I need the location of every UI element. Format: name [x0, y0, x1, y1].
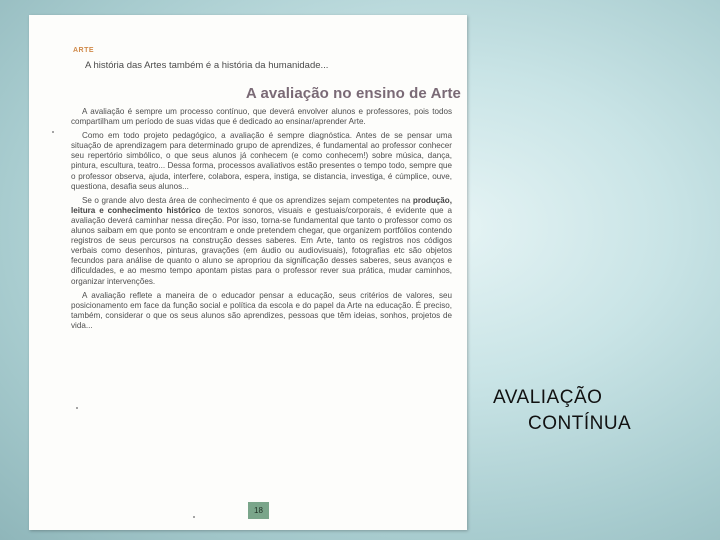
scan-speck — [76, 407, 78, 409]
paragraph-text: A avaliação é sempre um processo contínuo, que deverá envolver alunos e professores, pois todos compartilham um período de suas vidas que é dedicado ao ensinar/aprender Arte. — [71, 107, 452, 127]
body-paragraph — [71, 131, 452, 192]
body-text — [71, 107, 452, 335]
paragraph-text: de textos sonoros, visuais e gestuais/corporais, é evidente que a avaliação deverá caminhar nessa direção. Por isso, torna-se fundamental que tanto o professor como os alunos saibam em que ponto se encontram e onde pretendem chegar, que organizem portfólios contendo registros de seus percursos na construção desses saberes. Em Arte, tanto os registros nos códigos verbais como desenhos, pinturas, gravações (em áudio ou audiovisuais), fotografias etc são objetos fecundos para análise de quanto o aluno se apropriou da significação desses saberes, seus avanços e dificuldades, e ao mesmo tempo apontam pistas para o professor rever sua prática, mudar caminhos, organizar intervenções. — [71, 205, 452, 286]
caption-line-2: CONTÍNUA — [528, 413, 632, 434]
scan-speck — [52, 131, 54, 133]
section-title: A avaliação no ensino de Arte — [245, 85, 461, 102]
page-subtitle: A história das Artes também é a história da humanidade... — [85, 60, 329, 71]
body-paragraph — [71, 196, 452, 287]
page-header-label: ARTE — [73, 47, 95, 54]
slide-caption — [493, 385, 631, 437]
body-paragraph — [71, 107, 452, 127]
page-number: 18 — [248, 502, 269, 519]
paragraph-text: Se o grande alvo desta área de conhecimento é que os aprendizes sejam competentes na — [82, 195, 413, 205]
paragraph-emphasis: produção, leitura e conhecimento histórico — [71, 195, 452, 215]
caption-line-1: AVALIAÇÃO — [493, 387, 603, 408]
scanned-book-page — [29, 15, 467, 530]
paragraph-text: A avaliação reflete a maneira de o educador pensar a educação, seus critérios de valores, seu posicionamento em face da função social e política da escola e do papel da Arte na educação. É preciso, também, considerar o que os seus alunos são aprendizes, pessoas que têm ideias, sonhos, projetos de vida... — [71, 290, 452, 330]
paragraph-text: Como em todo projeto pedagógico, a avaliação é sempre diagnóstica. Antes de se pensar uma situação de aprendizagem para determinado grupo de aprendizes, é fundamental ao professor conhecer seu repertório simbólico, o que seus alunos já conhecem (e como conhecem!) sobre música, dança, pintura, escultura, teatro... Dessa forma, processos avaliativos estão presentes o tempo todo, sempre que o professor observa, ajuda, interfere, colabora, espera, instiga, se distancia, investiga, é cúmplice, ouve, questiona, desafia seus alunos... — [71, 131, 452, 191]
scan-speck — [193, 516, 195, 518]
body-paragraph — [71, 291, 452, 331]
